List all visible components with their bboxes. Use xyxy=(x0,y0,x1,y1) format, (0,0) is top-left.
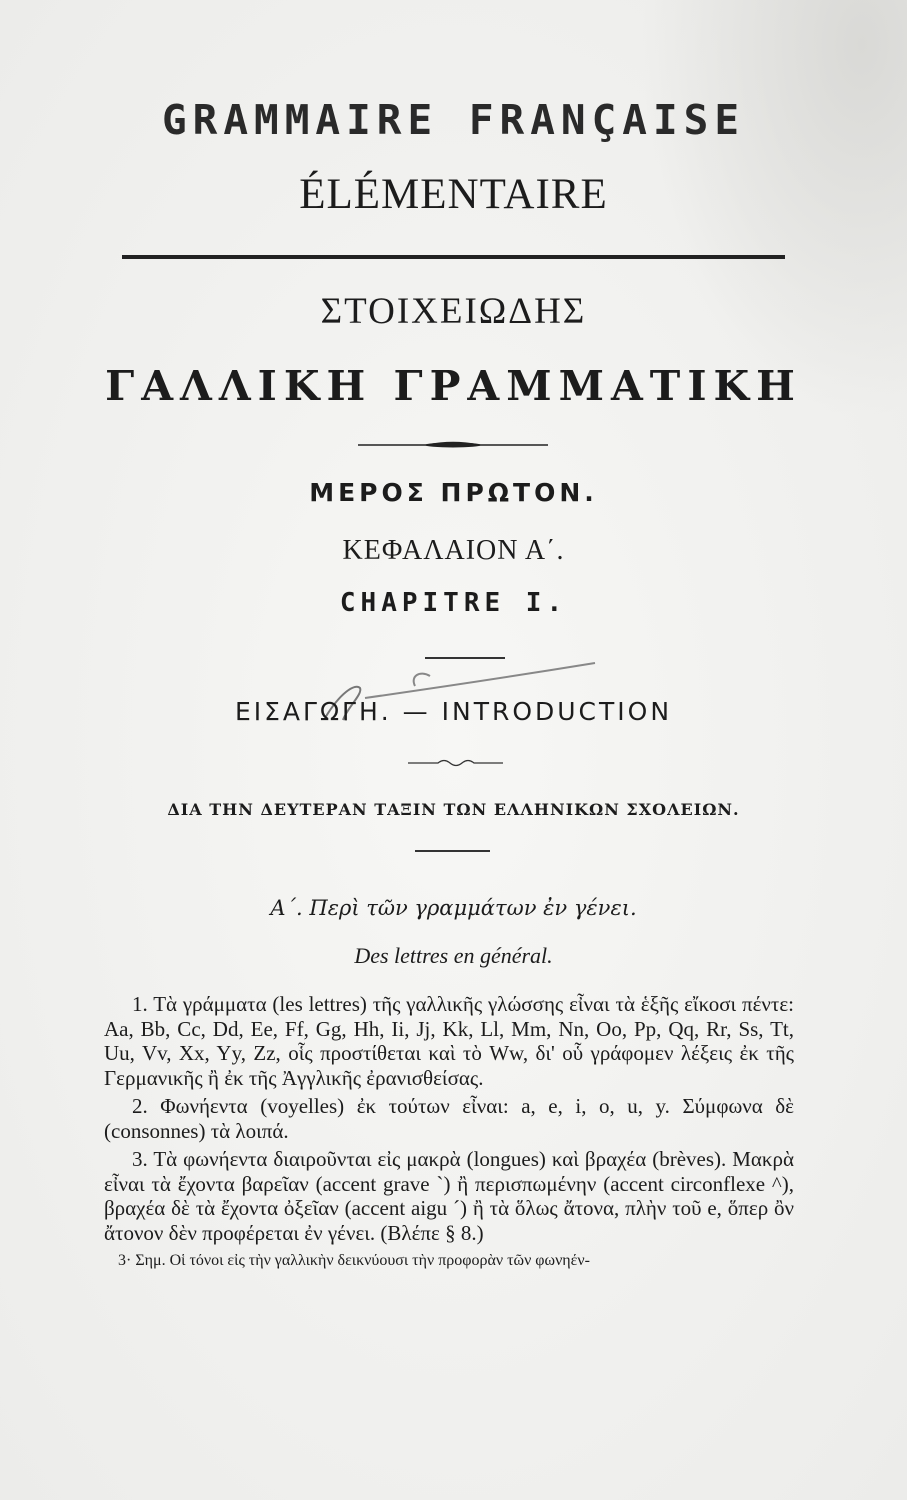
chapter-french: CHAPITRE I. xyxy=(339,588,568,618)
paragraph-1: 1. Τὰ γράμματα (les lettres) τῆς γαλλικῆς γλώσσης εἶναι τὰ ἑξῆς εἴκοσι πέντε: Aa, Bb, Cc, Dd, Ee, Ff, Gg, Hh, Ii, Jj, Kk, Ll, Mm, Nn, Oo, Pp, Qq, Rr, Ss, Tt, Uu, Vv, Xx, Yy, Zz, οἷς προστίθεται καὶ τὸ Ww, δι' οὗ γράφομεν λέξεις ἐκ τῆς Γερμανικῆς ἢ ἐκ τῆς Ἀγγλικῆς ἐρανισθείσας. xyxy=(104,992,794,1090)
introduction-heading: ΕΙΣΑΓΩΓΗ. — INTRODUCTION xyxy=(234,697,673,726)
paragraph-3: 3. Τὰ φωνήεντα διαιροῦνται εἰς μακρὰ (longues) καὶ βραχέα (brèves). Μακρὰ εἶναι τὰ ἔχοντα βαρεῖαν (accent grave `) ἢ περισπωμένην (accent circonflexe ^), βραχέα δὲ τὰ ἔχοντα ὀξεῖαν (accent aigu ´) ἢ τὰ ὅλως ἄτονα, πλὴν τοῦ e, ὅπερ ὂν ἄτονον δὲν προφέρεται ἐν γένει. (Βλέπε § 8.) xyxy=(104,1147,794,1245)
body-text xyxy=(104,992,794,1278)
ornament-divider xyxy=(358,440,548,450)
title-greek-line2: ΓΑΛΛΙΚΗ ΓΡΑΜΜΑΤΙΚΗ xyxy=(105,362,802,410)
section-heading-greek: Α΄. Περὶ τῶν γραμμάτων ἐν γένει. xyxy=(270,896,637,920)
section-heading-french: Des lettres en général. xyxy=(354,943,553,968)
part-heading: ΜΕΡΟΣ ΠΡΩΤΟΝ. xyxy=(309,478,598,507)
title-greek-line1: ΣΤΟΙΧΕΙΩΔΗΣ xyxy=(320,291,587,332)
wave-divider xyxy=(408,758,503,768)
small-divider-2 xyxy=(415,850,490,852)
title-french-line2: ÉLÉMENTAIRE xyxy=(299,171,608,218)
class-note: ΔΙΑ ΤΗΝ ΔΕΥΤΕΡΑΝ ΤΑΞΙΝ ΤΩΝ ΕΛΛΗΝΙΚΩΝ ΣΧΟΛΕΙΩΝ. xyxy=(167,800,740,819)
footnote: 3· Σημ. Οἱ τόνοι εἰς τὴν γαλλικὴν δεικνύουσι τὴν προφορὰν τῶν φωνηέν- xyxy=(118,1252,590,1269)
paragraph-2: 2. Φωνήεντα (voyelles) ἐκ τούτων εἶναι: a, e, i, o, u, y. Σύμφωνα δὲ (consonnes) τὰ λοιπά. xyxy=(104,1094,794,1143)
title-divider xyxy=(122,255,785,259)
title-french-line1: GRAMMAIRE FRANÇAISE xyxy=(162,96,745,144)
chapter-greek: ΚΕΦΑΛΑΙΟΝ Α΄. xyxy=(342,535,565,566)
